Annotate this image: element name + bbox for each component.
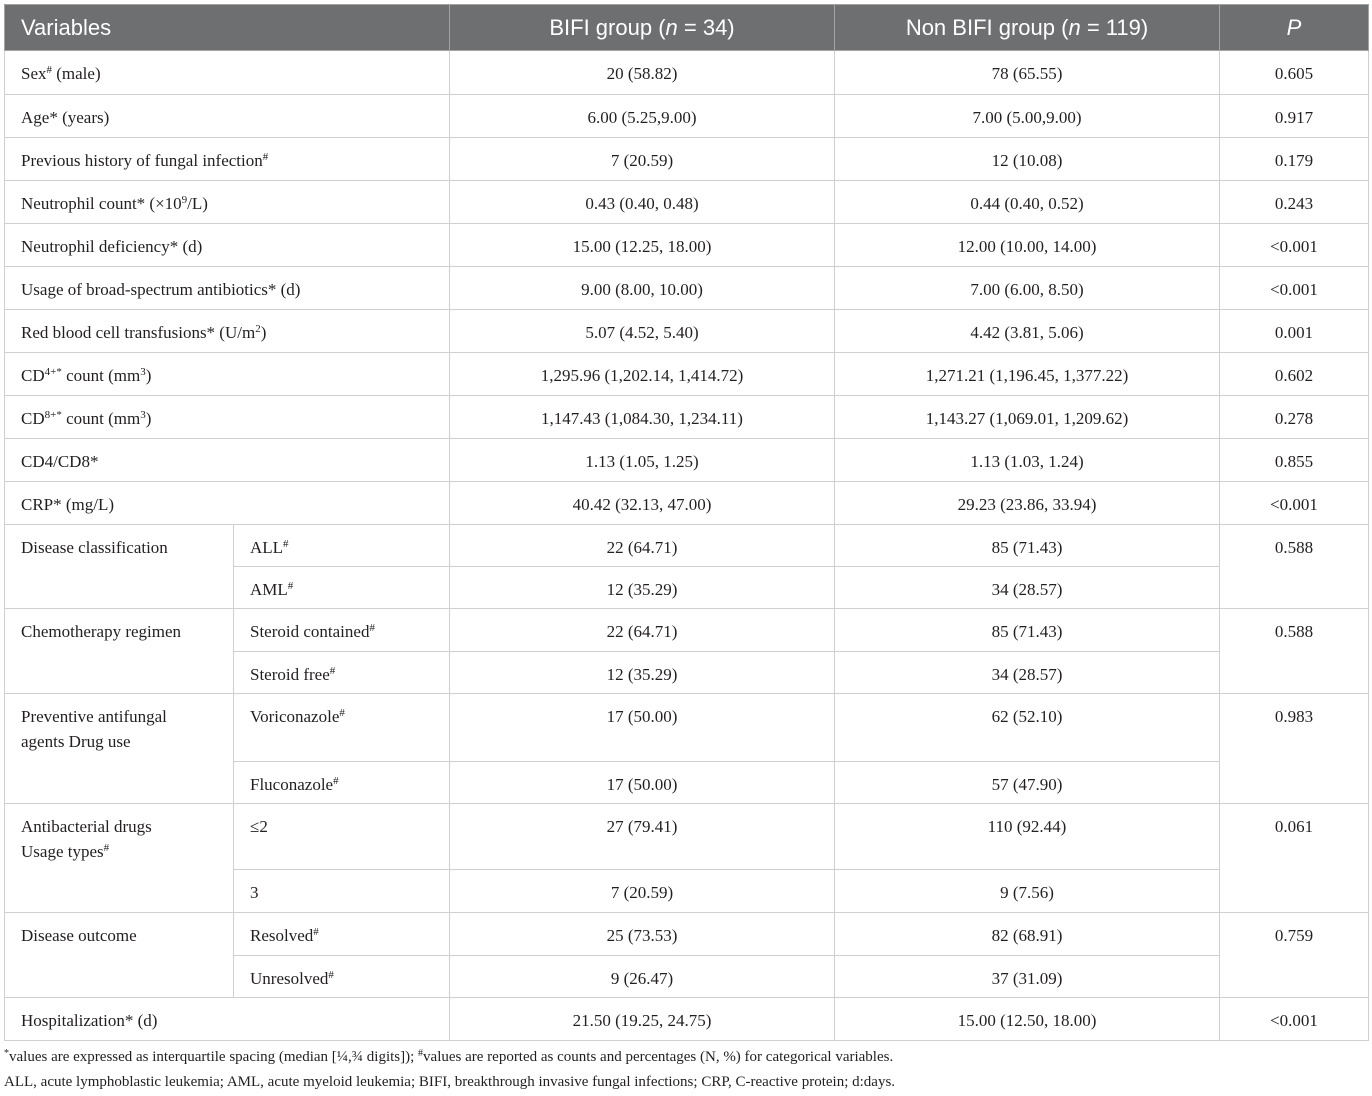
- footnote-abbreviations: ALL, acute lymphoblastic leukemia; AML, acute myeloid leukemia; BIFI, breakthrough invasive fungal infections; CRP, C-reactive protein; d:days.: [4, 1074, 896, 1090]
- bifi-value: 15.00 (12.25, 18.00): [450, 224, 835, 267]
- exponent: 2: [255, 323, 261, 335]
- header-bifi-text: BIFI group (: [549, 14, 666, 40]
- subgroup-label: ALL: [250, 538, 284, 557]
- subgroup-label: Steroid free: [250, 665, 330, 684]
- header-p-label: P: [1286, 14, 1302, 40]
- variable-label: Age* (years): [5, 95, 450, 138]
- group-label-line-wrap: [21, 839, 217, 864]
- header-non-bifi-n: n: [1068, 14, 1081, 40]
- subgroup-label: ≤2: [234, 804, 450, 870]
- footnote-asterisk-marker: *: [4, 1048, 9, 1059]
- subgroup-label-cell: [234, 762, 450, 804]
- variable-cell: [5, 181, 450, 224]
- table-row-outcome-resolved: [5, 913, 1369, 956]
- bifi-value: 21.50 (19.25, 24.75): [450, 998, 835, 1041]
- footnote-statistics: [4, 1045, 895, 1070]
- p-value: 0.588: [1220, 609, 1369, 694]
- header-bifi-count: = 34): [677, 14, 735, 40]
- p-value: <0.001: [1220, 482, 1369, 525]
- variable-unit: (male): [52, 64, 101, 83]
- variable-label: Previous history of fungal infection: [21, 151, 263, 170]
- categorical-marker: #: [329, 665, 336, 677]
- table-row-hospitalization: [5, 998, 1369, 1041]
- bifi-value: 20 (58.82): [450, 51, 835, 95]
- bifi-value: 0.43 (0.40, 0.48): [450, 181, 835, 224]
- subgroup-label: Fluconazole: [250, 775, 334, 794]
- non-bifi-value: 1,143.27 (1,069.01, 1,209.62): [835, 396, 1220, 439]
- non-bifi-value: 12.00 (10.00, 14.00): [835, 224, 1220, 267]
- p-value: 0.588: [1220, 525, 1369, 609]
- exponent: 3: [140, 366, 146, 378]
- non-bifi-value: 34 (28.57): [835, 567, 1220, 609]
- exponent: 9: [181, 194, 188, 206]
- variable-cell: [5, 396, 450, 439]
- categorical-marker: #: [46, 64, 52, 76]
- header-row: [5, 5, 1369, 51]
- variable-unit-end: ): [145, 409, 152, 428]
- variable-label: CD: [21, 409, 45, 428]
- non-bifi-value: 12 (10.08): [835, 138, 1220, 181]
- non-bifi-value: 110 (92.44): [835, 804, 1220, 870]
- subgroup-label: 3: [234, 870, 450, 913]
- bifi-value: 17 (50.00): [450, 762, 835, 804]
- cd-marker: 8+*: [44, 409, 62, 421]
- table-row-crp: [5, 482, 1369, 525]
- subgroup-label-cell: [234, 567, 450, 609]
- bifi-value: 6.00 (5.25,9.00): [450, 95, 835, 138]
- non-bifi-value: 0.44 (0.40, 0.52): [835, 181, 1220, 224]
- categorical-marker: #: [283, 538, 289, 550]
- exponent: 3: [140, 409, 146, 421]
- variable-label: CD: [21, 366, 45, 385]
- non-bifi-value: 57 (47.90): [835, 762, 1220, 804]
- table-row-age: [5, 95, 1369, 138]
- subgroup-label: Voriconazole: [250, 707, 340, 726]
- variable-unit: /L): [187, 194, 208, 213]
- p-value: 0.759: [1220, 913, 1369, 998]
- subgroup-label-cell: [234, 525, 450, 567]
- group-label-line: Antibacterial drugs: [21, 817, 152, 836]
- bifi-value: 25 (73.53): [450, 913, 835, 956]
- non-bifi-value: 82 (68.91): [835, 913, 1220, 956]
- table-row-cd4-cd8-ratio: [5, 439, 1369, 482]
- non-bifi-value: 1.13 (1.03, 1.24): [835, 439, 1220, 482]
- table-row-antibacterial-le2: [5, 804, 1369, 870]
- categorical-marker: #: [333, 775, 339, 787]
- bifi-value: 7 (20.59): [450, 870, 835, 913]
- non-bifi-value: 62 (52.10): [835, 694, 1220, 762]
- p-value: <0.001: [1220, 267, 1369, 310]
- non-bifi-value: 85 (71.43): [835, 609, 1220, 652]
- bifi-value: 1.13 (1.05, 1.25): [450, 439, 835, 482]
- bifi-value: 9 (26.47): [450, 956, 835, 998]
- subgroup-label-cell: [234, 913, 450, 956]
- group-label-cell: [5, 804, 234, 913]
- variable-cell: [5, 310, 450, 353]
- non-bifi-value: 7.00 (5.00,9.00): [835, 95, 1220, 138]
- categorical-marker: #: [339, 707, 345, 719]
- non-bifi-value: 9 (7.56): [835, 870, 1220, 913]
- variable-cell: [5, 51, 450, 95]
- table-footnotes: [4, 1045, 895, 1095]
- table-row-fungal-history: [5, 138, 1369, 181]
- p-value: 0.917: [1220, 95, 1369, 138]
- non-bifi-value: 78 (65.55): [835, 51, 1220, 95]
- header-bifi-group: [450, 5, 835, 51]
- header-bifi-n: n: [665, 14, 678, 40]
- bifi-value: 7 (20.59): [450, 138, 835, 181]
- subgroup-label: Resolved: [250, 926, 314, 945]
- variable-cell: [5, 138, 450, 181]
- group-label-cell: [5, 694, 234, 804]
- bifi-value: 27 (79.41): [450, 804, 835, 870]
- header-non-bifi-count: = 119): [1080, 14, 1149, 40]
- variable-unit: count (mm: [61, 366, 141, 385]
- subgroup-label: Unresolved: [250, 969, 329, 988]
- footnote-asterisk-text: values are expressed as interquartile spacing (median [¼,¾ digits]);: [9, 1049, 419, 1065]
- p-value: <0.001: [1220, 224, 1369, 267]
- bifi-value: 17 (50.00): [450, 694, 835, 762]
- bifi-value: 9.00 (8.00, 10.00): [450, 267, 835, 310]
- p-value: 0.001: [1220, 310, 1369, 353]
- variable-label: CRP* (mg/L): [5, 482, 450, 525]
- table-row-rbc-transfusions: [5, 310, 1369, 353]
- group-label: Chemotherapy regimen: [5, 609, 234, 694]
- categorical-marker: #: [313, 926, 319, 938]
- p-value: 0.179: [1220, 138, 1369, 181]
- p-value: 0.243: [1220, 181, 1369, 224]
- subgroup-label-cell: [234, 694, 450, 762]
- header-non-bifi-group: [835, 5, 1220, 51]
- table-body: [5, 51, 1369, 1041]
- bifi-value: 1,147.43 (1,084.30, 1,234.11): [450, 396, 835, 439]
- bifi-value: 5.07 (4.52, 5.40): [450, 310, 835, 353]
- p-value: <0.001: [1220, 998, 1369, 1041]
- table-row-antifungal-voriconazole: [5, 694, 1369, 762]
- bifi-value: 12 (35.29): [450, 652, 835, 694]
- table-row-chemotherapy-steroid-contained: [5, 609, 1369, 652]
- variable-unit: ): [260, 323, 267, 342]
- p-value: 0.983: [1220, 694, 1369, 804]
- p-value: 0.855: [1220, 439, 1369, 482]
- bifi-value: 22 (64.71): [450, 525, 835, 567]
- variable-label: Usage of broad-spectrum antibiotics* (d): [5, 267, 450, 310]
- p-value: 0.602: [1220, 353, 1369, 396]
- subgroup-label: Steroid contained: [250, 622, 370, 641]
- categorical-marker: #: [262, 151, 269, 163]
- categorical-marker: #: [103, 842, 110, 854]
- footnote-hash-text: values are reported as counts and percentages (N, %) for categorical variables.: [423, 1049, 894, 1065]
- bifi-value: 40.42 (32.13, 47.00): [450, 482, 835, 525]
- p-value: 0.278: [1220, 396, 1369, 439]
- variable-unit: count (mm: [61, 409, 141, 428]
- p-value: 0.061: [1220, 804, 1369, 913]
- non-bifi-value: 1,271.21 (1,196.45, 1,377.22): [835, 353, 1220, 396]
- group-label-line: Preventive antifungal: [21, 707, 167, 726]
- group-label: Disease classification: [5, 525, 234, 609]
- header-p-value: [1220, 5, 1369, 51]
- subgroup-label-cell: [234, 652, 450, 694]
- non-bifi-value: 85 (71.43): [835, 525, 1220, 567]
- categorical-marker: #: [369, 622, 375, 634]
- group-label: Disease outcome: [5, 913, 234, 998]
- non-bifi-value: 15.00 (12.50, 18.00): [835, 998, 1220, 1041]
- variable-label: Neutrophil count* (×10: [21, 194, 182, 213]
- table-row-sex: [5, 51, 1369, 95]
- variable-cell: [5, 353, 450, 396]
- variable-label: Hospitalization* (d): [5, 998, 450, 1041]
- variable-unit-end: ): [145, 366, 152, 385]
- variable-label: Neutrophil deficiency* (d): [5, 224, 450, 267]
- subgroup-label-cell: [234, 609, 450, 652]
- header-non-bifi-text: Non BIFI group (: [905, 14, 1069, 40]
- bifi-value: 22 (64.71): [450, 609, 835, 652]
- table-row-disease-classification-all: [5, 525, 1369, 567]
- subgroup-label-cell: [234, 956, 450, 998]
- results-table: [4, 4, 1369, 1041]
- group-label-line: agents Drug use: [21, 732, 131, 751]
- table-row-neutrophil-count: [5, 181, 1369, 224]
- non-bifi-value: 4.42 (3.81, 5.06): [835, 310, 1220, 353]
- table-row-cd4-count: [5, 353, 1369, 396]
- p-value: 0.605: [1220, 51, 1369, 95]
- subgroup-label: AML: [250, 580, 288, 599]
- variable-label: Red blood cell transfusions* (U/m: [21, 323, 256, 342]
- categorical-marker: #: [287, 580, 294, 592]
- categorical-marker: #: [328, 969, 334, 981]
- variable-label: Sex: [21, 64, 47, 83]
- bifi-value: 12 (35.29): [450, 567, 835, 609]
- group-label-line: Usage types: [21, 842, 104, 861]
- bifi-value: 1,295.96 (1,202.14, 1,414.72): [450, 353, 835, 396]
- table-row-neutrophil-deficiency: [5, 224, 1369, 267]
- non-bifi-value: 37 (31.09): [835, 956, 1220, 998]
- variable-label: CD4/CD8*: [5, 439, 450, 482]
- footnote-hash-marker: #: [418, 1048, 424, 1059]
- non-bifi-value: 7.00 (6.00, 8.50): [835, 267, 1220, 310]
- non-bifi-value: 29.23 (23.86, 33.94): [835, 482, 1220, 525]
- cd-marker: 4+*: [44, 366, 62, 378]
- table-row-antibiotic-usage: [5, 267, 1369, 310]
- header-variables: Variables: [5, 5, 450, 51]
- table-row-cd8-count: [5, 396, 1369, 439]
- table-header: [5, 5, 1369, 51]
- non-bifi-value: 34 (28.57): [835, 652, 1220, 694]
